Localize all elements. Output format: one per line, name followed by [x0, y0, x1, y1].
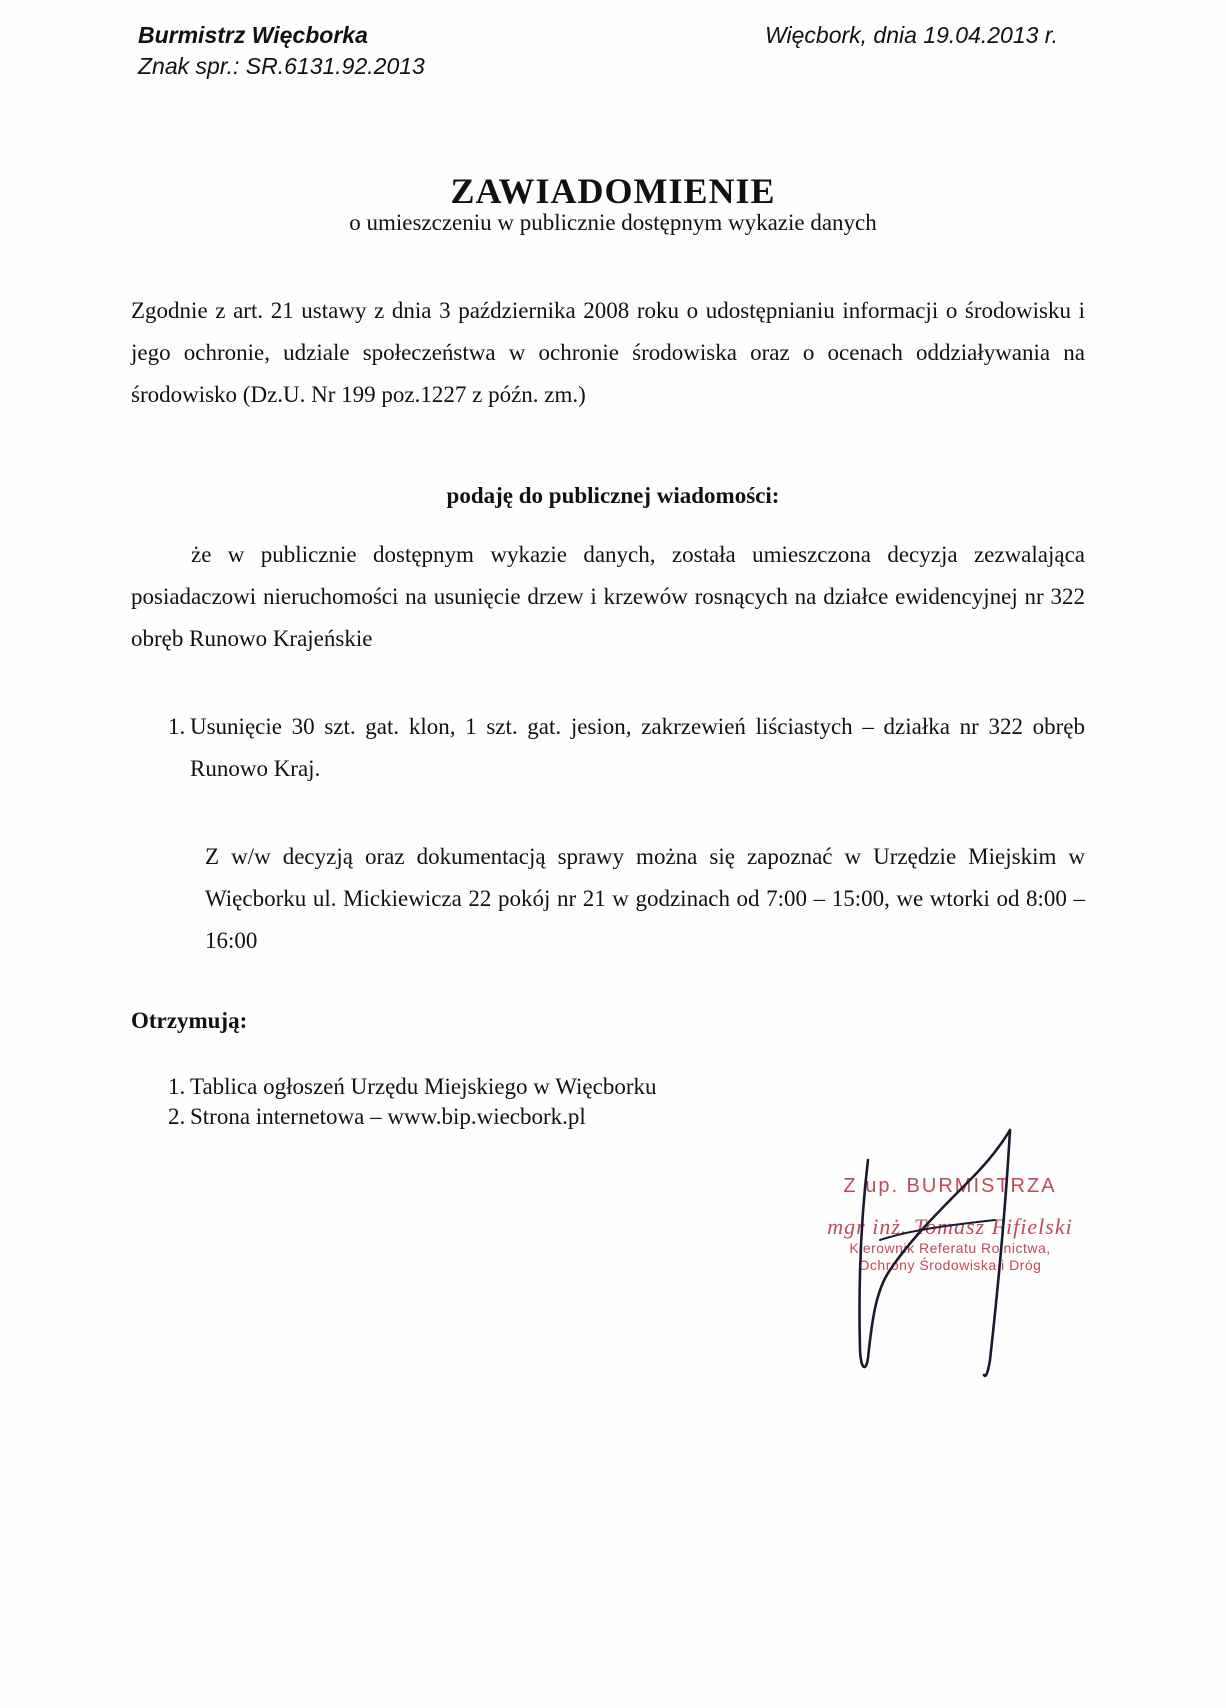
stamp-name: mgr inż. Tomasz Fifielski [827, 1214, 1073, 1239]
stamp-position-line1: Kierownik Referatu Rolnictwa, [849, 1240, 1051, 1256]
recipients-list [168, 1072, 656, 1132]
stamp-position-line2: Ochrony Środowiska i Dróg [858, 1257, 1042, 1273]
place-date: Więcbork, dnia 19.04.2013 r. [765, 22, 1059, 48]
signature-stroke [880, 1220, 995, 1240]
document-subtitle: o umieszczeniu w publicznie dostępnym wykazie danych [349, 210, 877, 235]
recipients-heading: Otrzymują: [131, 1008, 248, 1033]
signature-stroke [859, 1130, 1010, 1367]
list-item [168, 706, 1085, 790]
sender-name: Burmistrz Więcborka [138, 22, 368, 48]
recipient-number: 2. [168, 1104, 186, 1129]
reference-number: Znak spr.: SR.6131.92.2013 [138, 53, 425, 79]
announcement-heading: podaję do publicznej wiadomości: [446, 483, 780, 508]
recipient-item [168, 1102, 656, 1132]
info-paragraph: Z w/w decyzją oraz dokumentacją sprawy można się zapoznać w Urzędzie Miejskim w Więcborku ul. Mickiewicza 22 pokój nr 21 w godzinach od 7:00 – 15:00, we wtorki od 8:00 – 16:00 [205, 844, 1085, 953]
recipient-item [168, 1072, 656, 1102]
list-item-text: Usunięcie 30 szt. gat. klon, 1 szt. gat. jesion, zakrzewień liściastych – działka nr 322 obręb Runowo Kraj. [190, 714, 1085, 781]
document-title: ZAWIADOMIENIE [450, 171, 776, 211]
sender-block [138, 20, 425, 82]
recipient-text: Strona internetowa – www.bip.wiecbork.pl [190, 1104, 586, 1129]
decision-paragraph: że w publicznie dostępnym wykazie danych, została umieszczona decyzja zezwalająca posiadaczowi nieruchomości na usunięcie drzew i krzewów rosnących na działce ewidencyjnej nr 322 obręb Runowo Krajeńskie [131, 542, 1085, 651]
list-item-number: 1. [168, 714, 186, 739]
recipient-number: 1. [168, 1074, 186, 1099]
signature-stroke [984, 1130, 1010, 1376]
handwritten-signature [820, 1120, 1050, 1380]
stamp-authority: Z up. BURMISTRZA [843, 1175, 1057, 1197]
legal-basis-paragraph: Zgodnie z art. 21 ustawy z dnia 3 października 2008 roku o udostępnianiu informacji o środowisku i jego ochronie, udziale społeczeństwa w ochronie środowiska oraz o ocenach oddziaływania na środowisko (Dz.U. Nr 199 poz.1227 z późn. zm.) [131, 298, 1085, 407]
recipient-text: Tablica ogłoszeń Urzędu Miejskiego w Więcborku [190, 1074, 657, 1099]
